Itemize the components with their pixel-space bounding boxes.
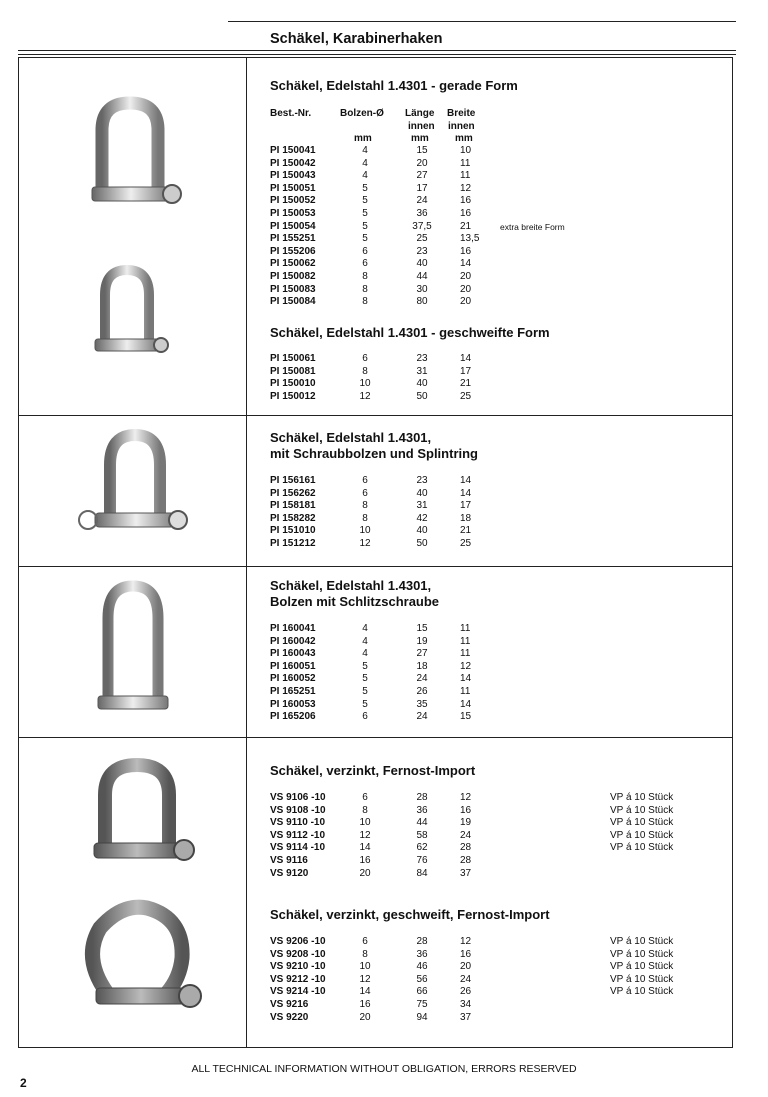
product-code: PI 151212 [270,537,316,549]
inner-length: 40 [416,487,428,499]
product-code: PI 156262 [270,487,316,499]
inner-width: 37 [460,1011,472,1023]
header-rule [18,50,736,51]
product-code: PI 150042 [270,157,316,169]
product-code: VS 9208 -10 [270,948,326,960]
product-code: PI 150062 [270,258,316,270]
inner-width: 12 [460,182,472,194]
inner-width: 16 [460,207,472,219]
product-code: VS 9216 [270,998,309,1010]
inner-length: 42 [416,512,428,524]
section-title: Schäkel, Edelstahl 1.4301, [270,430,432,445]
section-title: Schäkel, Edelstahl 1.4301, [270,578,432,593]
inner-length: 23 [416,353,428,364]
bolt-diameter: 4 [362,635,368,647]
inner-width: 37 [460,867,472,879]
bolt-diameter: 5 [362,207,368,219]
inner-width: 24 [460,829,472,841]
inner-width: 16 [460,195,472,207]
section-title: Schäkel, verzinkt, geschweift, Fernost-Import [270,907,550,922]
inner-length: 26 [416,685,428,697]
bolt-diameter: 20 [359,1011,371,1023]
inner-width: 25 [460,537,472,549]
pack-size: VP á 10 Stück [610,817,674,829]
inner-length: 62 [416,842,428,854]
inner-length: 19 [416,635,428,647]
bolt-diameter: 4 [362,170,368,182]
straight-shackle-image [85,260,175,370]
col-length-unit: mm [411,133,429,145]
disclaimer: ALL TECHNICAL INFORMATION WITHOUT OBLIGATION, ERRORS RESERVED [191,1063,577,1075]
inner-length: 31 [416,500,428,512]
inner-width: 34 [460,998,472,1010]
inner-width: 17 [460,500,472,512]
bolt-diameter: 6 [362,487,368,499]
inner-length: 35 [416,698,428,710]
col-code-header: Best.-Nr. [270,108,312,119]
section-title: Schäkel, verzinkt, Fernost-Import [270,763,476,778]
bolt-diameter: 6 [362,936,368,947]
inner-length: 50 [416,390,428,402]
pack-size: VP á 10 Stück [610,936,674,947]
inner-length: 20 [416,157,428,169]
pack-size: VP á 10 Stück [610,986,674,998]
inner-length: 58 [416,829,428,841]
inner-width: 18 [460,512,472,524]
product-code: PI 150061 [270,353,316,364]
inner-length: 27 [416,170,428,182]
inner-length: 37,5 [412,220,432,232]
bolt-diameter: 5 [362,195,368,207]
inner-length: 17 [416,182,428,194]
product-code: PI 150043 [270,170,316,182]
bolt-diameter: 12 [359,537,371,549]
inner-length: 30 [416,283,428,295]
bolt-diameter: 6 [362,245,368,257]
inner-width: 11 [460,623,471,634]
bolt-diameter: 20 [359,867,371,879]
inner-length: 44 [416,270,428,282]
bolt-diameter: 12 [359,390,371,402]
inner-length: 66 [416,986,428,998]
product-code: PI 150012 [270,390,316,402]
col-bolt-unit: mm [354,133,372,145]
pack-size: VP á 10 Stück [610,961,674,973]
product-code: PI 160043 [270,648,316,660]
section-title: mit Schraubbolzen und Splintring [270,446,478,461]
product-code: PI 158282 [270,512,316,524]
product-code: PI 160052 [270,673,316,685]
product-code: VS 9114 -10 [270,842,326,854]
product-code: PI 150082 [270,270,316,282]
inner-length: 80 [416,296,428,308]
product-code: PI 151010 [270,525,316,537]
page-title: Schäkel, Karabinerhaken [270,31,443,47]
bolt-diameter: 8 [362,296,368,308]
bolt-diameter: 8 [362,283,368,295]
inner-width: 14 [460,673,472,685]
product-code: VS 9108 -10 [270,804,326,816]
slotted-pin-shackle-image [88,578,178,728]
bolt-diameter: 4 [362,648,368,660]
screw-pin-shackle-image [60,425,195,550]
inner-length: 36 [416,948,428,960]
pack-size: VP á 10 Stück [610,804,674,816]
inner-width: 11 [460,635,471,647]
bolt-diameter: 5 [362,182,368,194]
inner-width: 26 [460,986,472,998]
inner-width: 20 [460,270,472,282]
bolt-diameter: 8 [362,270,368,282]
product-code: PI 155251 [270,233,316,245]
product-code: VS 9210 -10 [270,961,326,973]
product-code: PI 160053 [270,698,316,710]
inner-width: 20 [460,961,472,973]
bolt-diameter: 16 [359,998,371,1010]
bolt-diameter: 6 [362,711,368,723]
inner-width: 21 [460,220,472,232]
inner-width: 12 [460,936,472,947]
bolt-diameter: 10 [359,525,371,537]
inner-width: 17 [460,365,472,377]
inner-length: 40 [416,525,428,537]
pack-size: VP á 10 Stück [610,829,674,841]
inner-width: 16 [460,245,472,257]
inner-length: 24 [416,711,428,723]
inner-width: 28 [460,842,472,854]
inner-length: 56 [416,973,428,985]
row-note: extra breite Form [500,221,565,232]
bolt-diameter: 5 [362,233,368,245]
product-code: PI 150054 [270,220,316,232]
bolt-diameter: 12 [359,973,371,985]
inner-length: 84 [416,867,428,879]
inner-width: 11 [460,685,471,697]
product-code: VS 9120 [270,867,309,879]
product-code: PI 160042 [270,635,316,647]
inner-length: 76 [416,854,428,866]
inner-width: 13,5 [460,233,480,245]
product-code: PI 155206 [270,245,316,257]
inner-width: 15 [460,711,472,723]
section-title: Bolzen mit Schlitzschraube [270,594,440,609]
product-code: PI 150053 [270,207,316,219]
inner-width: 11 [460,157,471,169]
pack-size: VP á 10 Stück [610,842,674,854]
bolt-diameter: 5 [362,698,368,710]
column-divider [246,57,247,1048]
product-code: VS 9214 -10 [270,986,326,998]
product-code: PI 160041 [270,623,316,634]
inner-length: 31 [416,365,428,377]
section-divider [18,415,733,416]
product-code: VS 9106 -10 [270,792,326,803]
inner-width: 14 [460,475,472,486]
straight-shackle-image [80,95,190,225]
bolt-diameter: 5 [362,673,368,685]
inner-width: 12 [460,792,472,803]
inner-width: 24 [460,973,472,985]
product-code: PI 156161 [270,475,316,486]
inner-width: 21 [460,525,472,537]
pack-size: VP á 10 Stück [610,948,674,960]
inner-length: 27 [416,648,428,660]
product-code: PI 150081 [270,365,316,377]
bolt-diameter: 10 [359,378,371,390]
product-code: PI 158181 [270,500,316,512]
col-width-unit: mm [455,133,473,145]
bolt-diameter: 8 [362,804,368,816]
inner-length: 40 [416,378,428,390]
bolt-diameter: 6 [362,353,368,364]
inner-width: 14 [460,698,472,710]
inner-length: 40 [416,258,428,270]
col-length-header: innen [408,120,435,132]
product-code: PI 150041 [270,145,316,156]
col-width-header: innen [448,120,475,132]
inner-length: 23 [416,475,428,486]
section-divider [18,737,733,738]
inner-length: 44 [416,817,428,829]
top-rule [228,21,736,22]
inner-width: 20 [460,283,472,295]
inner-width: 20 [460,296,472,308]
inner-width: 14 [460,487,472,499]
inner-length: 18 [416,660,428,672]
inner-width: 21 [460,378,472,390]
bolt-diameter: 10 [359,961,371,973]
product-code: PI 150084 [270,296,316,308]
bolt-diameter: 14 [359,842,371,854]
header-rule [18,54,736,55]
inner-width: 19 [460,817,472,829]
bolt-diameter: 4 [362,623,368,634]
product-code: PI 150052 [270,195,316,207]
page-number: 2 [20,1076,27,1090]
bolt-diameter: 16 [359,854,371,866]
inner-width: 11 [460,170,471,182]
inner-length: 94 [416,1011,428,1023]
inner-length: 23 [416,245,428,257]
bolt-diameter: 14 [359,986,371,998]
inner-length: 36 [416,207,428,219]
inner-length: 46 [416,961,428,973]
inner-length: 15 [416,623,428,634]
inner-width: 12 [460,660,472,672]
product-code: PI 165251 [270,685,316,697]
inner-width: 14 [460,353,472,364]
product-code: VS 9112 -10 [270,829,326,841]
bolt-diameter: 8 [362,512,368,524]
product-code: PI 150051 [270,182,316,194]
inner-width: 28 [460,854,472,866]
pack-size: VP á 10 Stück [610,792,674,803]
inner-width: 11 [460,648,471,660]
product-code: VS 9110 -10 [270,817,326,829]
galvanized-shackle-image [80,755,200,885]
bolt-diameter: 6 [362,258,368,270]
product-code: PI 165206 [270,711,316,723]
bolt-diameter: 6 [362,475,368,486]
bolt-diameter: 6 [362,792,368,803]
inner-length: 28 [416,792,428,803]
galvanized-bow-shackle-image [72,898,212,1033]
inner-width: 14 [460,258,472,270]
inner-length: 24 [416,673,428,685]
product-code: VS 9220 [270,1011,309,1023]
product-code: PI 150083 [270,283,316,295]
inner-width: 10 [460,145,472,156]
inner-width: 25 [460,390,472,402]
inner-length: 75 [416,998,428,1010]
bolt-diameter: 4 [362,157,368,169]
bolt-diameter: 5 [362,660,368,672]
inner-length: 36 [416,804,428,816]
col-bolt-header: Bolzen-Ø [340,108,384,119]
inner-length: 24 [416,195,428,207]
col-width-header: Breite [447,108,476,119]
product-code: VS 9116 [270,854,308,866]
pack-size: VP á 10 Stück [610,973,674,985]
bolt-diameter: 8 [362,500,368,512]
section-divider [18,566,733,567]
col-length-header: Länge [405,108,435,119]
product-code: VS 9212 -10 [270,973,326,985]
inner-length: 50 [416,537,428,549]
inner-width: 16 [460,948,472,960]
bolt-diameter: 5 [362,685,368,697]
bolt-diameter: 12 [359,829,371,841]
bolt-diameter: 4 [362,145,368,156]
bolt-diameter: 8 [362,365,368,377]
bolt-diameter: 8 [362,948,368,960]
section-title: Schäkel, Edelstahl 1.4301 - geschweifte Form [270,325,550,340]
inner-length: 28 [416,936,428,947]
inner-length: 15 [416,145,428,156]
product-code: PI 160051 [270,660,316,672]
section-title: Schäkel, Edelstahl 1.4301 - gerade Form [270,78,518,93]
inner-width: 16 [460,804,472,816]
product-code: PI 150010 [270,378,316,390]
product-code: VS 9206 -10 [270,936,326,947]
inner-length: 25 [416,233,428,245]
bolt-diameter: 10 [359,817,371,829]
bolt-diameter: 5 [362,220,368,232]
